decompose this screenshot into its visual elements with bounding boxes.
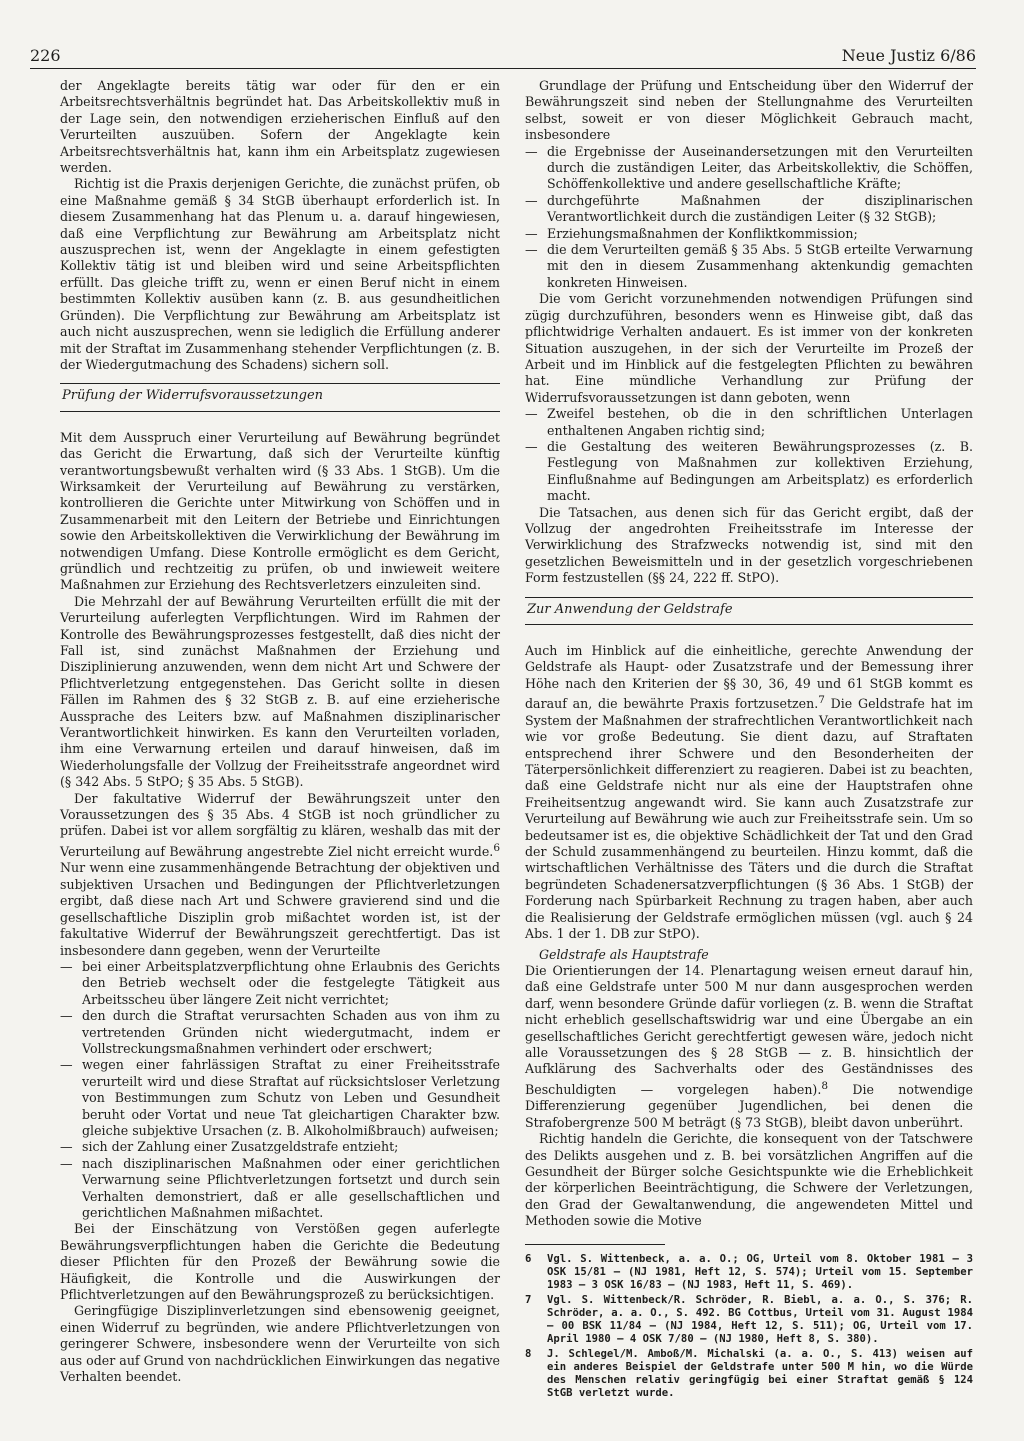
footnote-number: 7 <box>525 1293 532 1306</box>
list-item: — wegen einer fahrlässigen Straftat zu einer Freiheitsstrafe verurteilt wird und diese Straftat auf rücksichtsloser Verletzung von Bestimmungen zum Schutz von Leben und Gesundheit beruht oder Vortat und neue Tat gleichartigen Charakter bzw. gleiche subjektive Ursachen (z. B. Alkoholmißbrauch) aufweisen; <box>60 1057 500 1139</box>
left-column <box>60 78 500 1385</box>
paragraph: Richtig handeln die Gerichte, die konsequent von der Tatschwere des Delikts ausgehen und z. B. bei vorsätzlichen Angriffen auf die Gesundheit der Bürger solche Gesichtspunkte wie die Erheblichkeit der körperlichen Beeinträchtigung, die Schwere der Verletzungen, den Grad der Gewaltanwendung, die angewendeten Mittel und Methoden sowie die Motive <box>525 1131 973 1229</box>
footnote-text: Vgl. S. Wittenbeck/R. Schröder, R. Biebl, a. a. O., S. 376; R. Schröder, a. a. O., S. 492. BG Cottbus, Urteil vom 31. August 1984 — 00 BSK 11/84 — (NJ 1984, Heft 12, S. 511); OG, Urteil vom 17. April 1980 — 4 OSK 7/80 — (NJ 1980, Heft 8, S. 380). <box>547 1293 973 1345</box>
footnote-number: 6 <box>525 1252 532 1265</box>
paragraph: Grundlage der Prüfung und Entscheidung über den Widerruf der Bewährungszeit sind neben der Stellungnahme des Verurteilten selbst, soweit er von dieser Möglichkeit Gebrauch macht, insbesondere <box>525 78 973 143</box>
list-item: — nach disziplinarischen Maßnahmen oder einer gerichtlichen Verwarnung seine Pflichtverletzungen fortsetzt und durch sein Verhalten demonstriert, daß er alle gesellschaftlichen und gerichtlichen Maßnahmen mißachtet. <box>60 1156 500 1222</box>
footnote <box>525 1348 973 1400</box>
dash-list <box>525 144 973 292</box>
paragraph-text: Der fakultative Widerruf der Bewährungszeit unter den Voraussetzungen des § 35 Abs. 4 StGB ist noch gründlicher zu prüfen. Dabei ist vor allem sorgfältig zu klären, weshalb das mit der Verurteilung auf Bewährung angestrebte Ziel nicht erreicht wurde. <box>60 790 500 860</box>
paragraph-text: Nur wenn eine zusammenhängende Betrachtung der objektiven und subjektiven Ursachen und Bedingungen der Pflichtverletzungen ergibt, daß diese nach Art und Schwere gravierend sind und die gesellschaftliche Disziplin grob mißachtet worden ist, ist der fakultative Widerruf der Bewährungszeit gerechtfertigt. Das ist insbesondere dann gegeben, wenn der Verurteilte <box>60 860 500 958</box>
footnote-number: 8 <box>525 1347 532 1360</box>
subheading-hauptstrafe: Geldstrafe als Hauptstrafe <box>539 946 709 962</box>
paragraph: Geringfügige Disziplinverletzungen sind ebensowenig geeignet, einen Widerruf zu begründen, wie andere Pflichtverletzungen von geringerer Schwere, insbesondere wenn der Verurteilte von sich aus oder auf Grund von nachdrücklichen Einwirkungen das negative Verhalten beendet. <box>60 1303 500 1385</box>
list-item: — den durch die Straftat verursachten Schaden aus von ihm zu vertretenden Gründen nicht wiedergutmacht, indem er Vollstreckungsmaßnahmen verhindert oder erschwert; <box>60 1008 500 1057</box>
section-heading-geldstrafe: Zur Anwendung der Geldstrafe <box>525 597 973 625</box>
list-item: — durchgeführte Maßnahmen der disziplinarischen Verantwortlichkeit durch die zuständigen Leiter (§ 32 StGB); <box>525 193 973 226</box>
paragraph: Die Mehrzahl der auf Bewährung Verurteilten erfüllt die mit der Verurteilung auferlegten Verpflichtungen. Wird im Rahmen der Kontrolle des Bewährungsprozesses festgestellt, daß dies nicht der Fall ist, sind zunächst Maßnahmen der Erziehung und Disziplinierung anzuwenden, wenn dem nicht Art und Schwere der Pflichtverletzung entgegenstehen. Das Gericht sollte in diesen Fällen im Rahmen des § 32 StGB z. B. auf eine erzieherische Aussprache des Leiters bzw. auf Maßnahmen disziplinarischer Verantwortlichkeit hinwirken. Es kann den Verurteilten vorladen, ihm eine Verwarnung erteilen und darauf hinweisen, daß im Wiederholungsfalle der Vollzug der Freiheitsstrafe angeordnet wird (§ 342 Abs. 5 StPO; § 35 Abs. 5 StGB). <box>60 593 500 790</box>
paragraph <box>525 643 973 943</box>
paragraph-text: Die Orientierungen der 14. Plenartagung weisen erneut darauf hin, daß eine Geldstrafe unter 500 M nur dann ausgesprochen werden darf, wenn besondere Gründe dafür vorliegen (z. B. wenn die Straftat nicht erheblich gesellschaftswidrig war und eine Übergabe an ein gesellschaftliches Gericht gerechtfertigt gewesen wäre, jedoch nicht alle Voraussetzungen des § 28 StGB — z. B. hinsichtlich der Aufklärung des Sachverhalts oder des Geständnisses des Beschuldigten — vorgelegen haben). <box>525 962 973 1097</box>
paragraph: Mit dem Ausspruch einer Verurteilung auf Bewährung begründet das Gericht die Erwartung, daß sich der Verurteilte künftig verantwortungsbewußt verhalten wird (§ 33 Abs. 1 StGB). Um die Wirksamkeit der Verurteilung auf Bewährung zu verstärken, kontrollieren die Gerichte unter Mitwirkung von Schöffen und in Zusammenarbeit mit den Leitern der Betriebe und Einrichtungen sowie den Arbeitskollektiven die Verwirklichung der Bewährung im notwendigen Umfang. Diese Kontrolle ermöglicht es dem Gericht, gründlich und rechtzeitig zu prüfen, ob und inwieweit weitere Maßnahmen zur Erziehung des Rechtsverletzers einzuleiten sind. <box>60 429 500 593</box>
journal-title: Neue Justiz 6/86 <box>841 46 976 65</box>
footnote-ref: 6 <box>493 841 500 854</box>
paragraph-text: Auch im Hinblick auf die einheitliche, gerechte Anwendung der Geldstrafe als Haupt- oder Zusatzstrafe und der Bemessung ihrer Höhe nach den Kriterien der §§ 30, 36, 49 und 61 StGB kommt es darauf an, die bewährte Praxis fortzusetzen. <box>525 643 973 712</box>
paragraph: Die vom Gericht vorzunehmenden notwendigen Prüfungen sind zügig durchzuführen, besonders wenn es Hinweise gibt, daß das pflichtwidrige Verhalten andauert. Es ist immer von der konkreten Situation auszugehen, in der sich der Verurteilte im Prozeß der Arbeit und im Hinblick auf die festgelegten Pflichten zu bewähren hat. Eine mündliche Verhandlung zur Prüfung der Widerrufsvoraussetzungen ist dann geboten, wenn <box>525 291 973 405</box>
paragraph: Bei der Einschätzung von Verstößen gegen auferlegte Bewährungsverpflichtungen haben die Gerichte die Bedeutung dieser Pflichten für den Prozeß der Bewährung sowie die Häufigkeit, die Kontrolle und die Auswirkungen der Pflichtverletzungen auf den Bewährungsprozeß zu berücksichtigen. <box>60 1221 500 1303</box>
header-rule <box>30 68 976 69</box>
paragraph <box>525 963 973 1131</box>
list-item: — die Ergebnisse der Auseinandersetzungen mit den Verurteilten durch die zuständigen Leiter, das Arbeitskollektiv, die Schöffen, Schöffenkollektive und andere gesellschaftliche Kräfte; <box>525 144 973 193</box>
list-item: — Erziehungsmaßnahmen der Konfliktkommission; <box>525 226 973 242</box>
dash-list <box>60 959 500 1222</box>
list-item: — Zweifel bestehen, ob die in den schriftlichen Unterlagen enthaltenen Angaben richtig sind; <box>525 406 973 439</box>
list-item: — die dem Verurteilten gemäß § 35 Abs. 5 StGB erteilte Verwarnung mit den in diesem Zusammenhang aktenkundig gemachten konkreten Hinweisen. <box>525 242 973 291</box>
dash-list <box>525 406 973 504</box>
footnote <box>525 1253 973 1292</box>
paragraph: Richtig ist die Praxis derjenigen Gerichte, die zunächst prüfen, ob eine Maßnahme gemäß § 34 StGB überhaupt erforderlich ist. In diesem Zusammenhang hat das Plenum u. a. darauf hingewiesen, daß eine Verpflichtung zur Bewährung am Arbeitsplatz nicht auszusprechen ist, wenn der Angeklagte in einem gefestigten Kollektiv tätig ist und bleiben wird und seine Arbeitspflichten erfüllt. Das gleiche trifft zu, wenn er einen Beruf nicht in einem bestimmten Kollektiv ausüben kann (z. B. aus gesundheitlichen Gründen). Die Verpflichtung zur Bewährung am Arbeitsplatz ist auch nicht auszusprechen, wenn sie lediglich die Erfüllung anderer mit der Straftat im Zusammenhang stehender Verpflichtungen (z. B. der Wiedergutmachung des Schadens) sichern soll. <box>60 176 500 372</box>
footnote-text: J. Schlegel/M. Amboß/M. Michalski (a. a. O., S. 413) weisen auf ein anderes Beispiel der Geldstrafe unter 500 M hin, wo die Würde des Menschen relativ geringfügig bei einer Straftat gemäß § 124 StGB verletzt wurde. <box>547 1347 973 1399</box>
list-item: — bei einer Arbeitsplatzverpflichtung ohne Erlaubnis des Gerichts den Betrieb wechselt oder die festgelegte Tätigkeit aus Arbeitsscheu über längere Zeit nicht verrichtet; <box>60 959 500 1008</box>
footnote-ref: 7 <box>818 694 825 707</box>
page-header <box>30 46 976 70</box>
paragraph <box>60 791 500 959</box>
footnote-ref: 8 <box>821 1079 829 1092</box>
list-item: — sich der Zahlung einer Zusatzgeldstrafe entzieht; <box>60 1139 500 1155</box>
paragraph: Die Tatsachen, aus denen sich für das Gericht ergibt, daß der Vollzug der angedrohten Freiheitsstrafe im Interesse der Verwirklichung des Strafzwecks notwendig ist, sind mit den gesetzlichen Beweismitteln und in der gesetzlich vorgeschriebenen Form festzustellen (§§ 24, 222 ff. StPO). <box>525 504 973 586</box>
section-heading-widerruf: Prüfung der Widerrufsvoraussetzungen <box>60 383 500 411</box>
paragraph-text: Die Geldstrafe hat im System der Maßnahmen der strafrechtlichen Verantwortlichkeit nach wie vor große Bedeutung. Sie dient dazu, auf Straftaten entsprechend ihrer Schwere und den Besonderheiten der Täterpersönlichkeit differenziert zu reagieren. Dabei ist zu beachten, daß eine Geldstrafe nicht nur als eine der Hauptstrafen ohne Freiheitsentzug angewandt wird. Sie kann auch Zusatzstrafe zur Verurteilung auf Bewährung wie auch zur Freiheitsstrafe sein. Um so bedeutsamer ist es, die objektive Schädlichkeit der Tat und den Grad der Schuld zusammenhängend zu beurteilen. Hinzu kommt, daß die wirtschaftlichen Verhältnisse des Täters und die durch die Straftat begründeten Schadenersatzverpflichtungen (§ 36 Abs. 1 StGB) der Forderung nach Spürbarkeit Rechnung zu tragen haben, aber auch die Realisierung der Geldstrafe ermöglichen müssen (vgl. auch § 24 Abs. 1 der 1. DB zur StPO). <box>525 696 974 942</box>
footnote <box>525 1294 973 1346</box>
footnote-text: Vgl. S. Wittenbeck, a. a. O.; OG, Urteil vom 8. Oktober 1981 — 3 OSK 15/81 — (NJ 1981, Heft 12, S. 574); Urteil vom 15. September 1983 — 3 OSK 16/83 — (NJ 1983, Heft 11, S. 469). <box>547 1252 973 1291</box>
list-item: — die Gestaltung des weiteren Bewährungsprozesses (z. B. Festlegung von Maßnahmen zur kollektiven Erziehung, Einflußnahme auf Bedingungen am Arbeitsplatz) es erforderlich macht. <box>525 439 973 505</box>
footnote-rule <box>525 1244 665 1245</box>
paragraph: der Angeklagte bereits tätig war oder für den er ein Arbeitsrechtsverhältnis begründet hat. Das Arbeitskollektiv muß in der Lage sein, den notwendigen erzieherischen Einfluß auf den Verurteilten auszuüben. Sofern der Angeklagte kein Arbeitsrechtsverhältnis hat, kann ihm ein Arbeitsplatz zugewiesen werden. <box>60 78 500 176</box>
page-number: 226 <box>30 46 61 65</box>
right-column <box>525 78 973 1402</box>
paragraph-text: Die notwendige Differenzierung gegenüber Jugendlichen, bei denen die Strafobergrenze 500 M beträgt (§ 73 StGB), bleibt davon unberührt. <box>525 1081 973 1130</box>
